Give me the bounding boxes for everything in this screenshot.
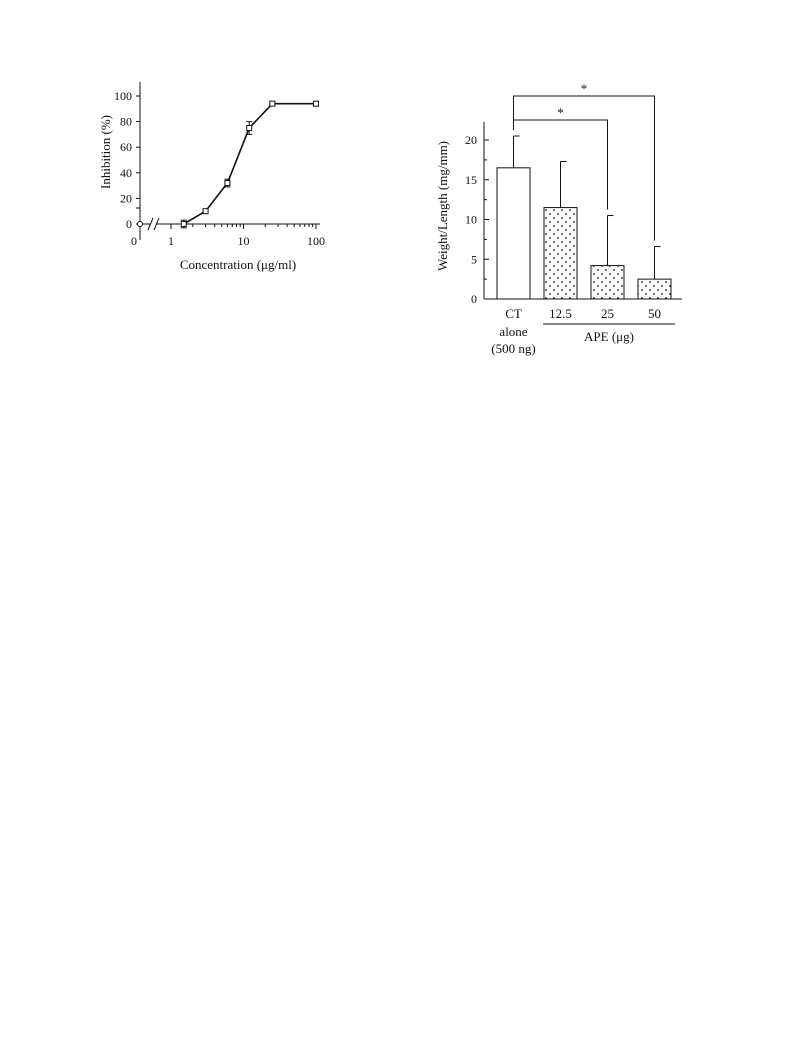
y-tick-label: 40 xyxy=(120,165,132,180)
data-point xyxy=(247,126,252,131)
category-label: 50 xyxy=(648,306,661,321)
bar-chart-significance xyxy=(514,81,655,241)
bar xyxy=(544,208,577,299)
x-tick-label: 10 xyxy=(237,234,250,248)
significance-label: * xyxy=(580,81,588,96)
y-tick-label: 0 xyxy=(471,292,477,306)
y-tick-label: 20 xyxy=(120,191,132,206)
bar xyxy=(591,266,624,299)
y-tick-label: 15 xyxy=(465,172,477,187)
data-point xyxy=(225,181,230,186)
category-label: 25 xyxy=(601,306,614,321)
x-tick-label: 1 xyxy=(168,234,174,248)
category-label: 12.5 xyxy=(549,306,572,321)
line-chart-x-axis-label: Concentration (μg/ml) xyxy=(179,257,297,272)
y-tick-label: 60 xyxy=(120,140,132,155)
y-tick-label: 5 xyxy=(471,252,477,267)
bar xyxy=(497,168,530,299)
significance-label: * xyxy=(557,105,564,120)
data-point xyxy=(203,209,208,214)
line-chart-y-ticks xyxy=(114,89,140,231)
line-chart-axes xyxy=(140,82,320,240)
x-tick-label: 0 xyxy=(131,234,137,248)
line-chart-y-axis-label: Inhibition (%) xyxy=(98,114,113,190)
line-chart-series xyxy=(138,101,320,228)
weight-length-chart xyxy=(435,81,682,356)
group-label: APE (μg) xyxy=(584,329,634,344)
line-chart-x-ticks xyxy=(131,224,325,248)
bar-chart-bars xyxy=(497,136,671,299)
data-point xyxy=(181,222,186,227)
data-point xyxy=(314,101,319,106)
y-tick-label: 0 xyxy=(126,217,132,231)
data-point xyxy=(138,222,143,227)
inhibition-chart xyxy=(98,82,325,272)
bar-chart-y-ticks xyxy=(465,133,489,306)
y-tick-label: 100 xyxy=(114,89,132,103)
category-label: CT xyxy=(505,306,522,321)
y-tick-label: 10 xyxy=(465,212,477,227)
data-point xyxy=(270,101,275,106)
control-label-line: alone xyxy=(499,324,528,339)
y-tick-label: 80 xyxy=(120,114,132,129)
significance-bracket xyxy=(514,96,655,241)
y-tick-label: 20 xyxy=(465,133,477,147)
bar xyxy=(638,279,671,299)
x-tick-label: 100 xyxy=(307,234,325,248)
control-label-line: (500 ng) xyxy=(491,341,536,356)
bar-chart-category-labels xyxy=(491,306,675,356)
bar-chart-y-axis-label: Weight/Length (mg/mm) xyxy=(435,140,450,272)
